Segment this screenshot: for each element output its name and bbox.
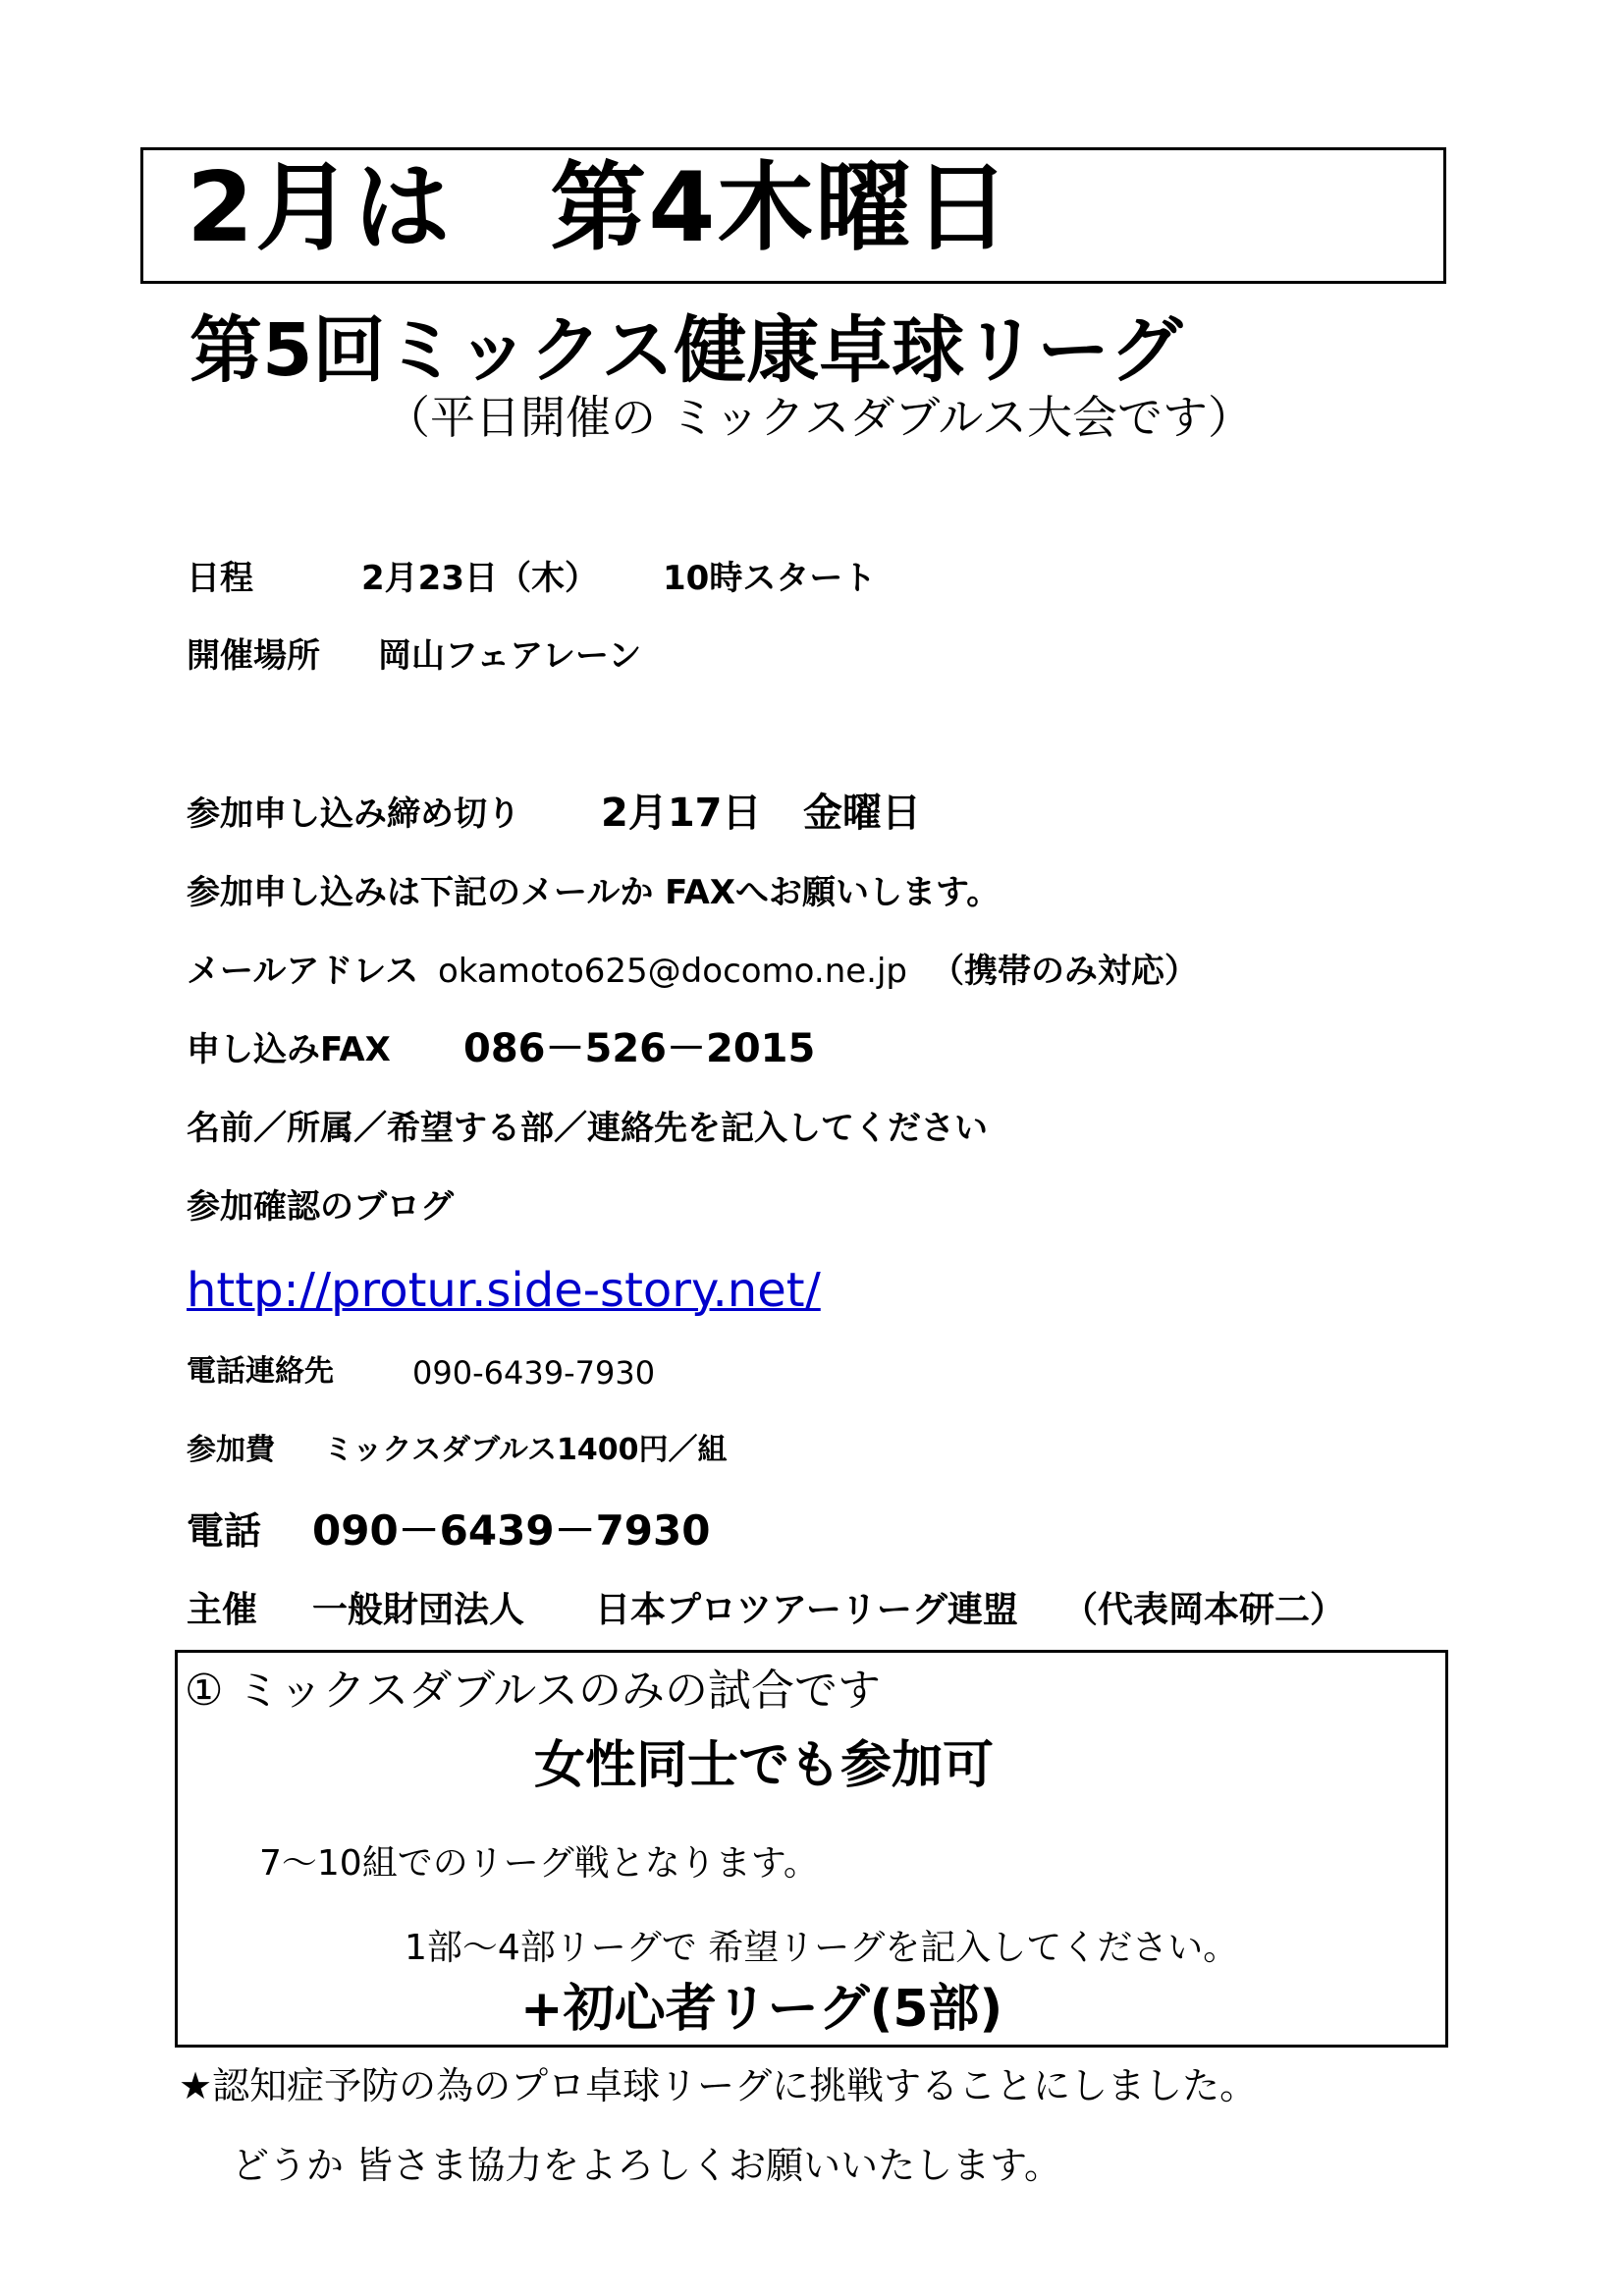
fax-value: 086－526－2015 [463,1026,816,1071]
fields-note: 名前／所属／希望する部／連絡先を記入してください [187,1109,988,1148]
fee-label: 参加費 [187,1433,275,1467]
blog-label: 参加確認のブログ [187,1187,454,1227]
organizer-label: 主催 [187,1590,258,1630]
phone-label: 電話 [187,1509,262,1553]
rules-line-4: 1部～4部リーグで 希望リーグを記入してください。 [405,1928,1239,1968]
rules-line-5: +初心者リーグ(5部) [520,1980,1003,2039]
venue-label: 開催場所 [187,636,320,676]
rules-line-2: 女性同士でも参加可 [534,1736,995,1795]
rules-line-3: 7～10組でのリーグ戦となります。 [259,1843,819,1884]
deadline-date: 2月17日 [601,791,762,836]
schedule-date: 2月23日（木） [361,559,598,598]
phone-value: 090－6439－7930 [312,1506,711,1555]
rules-line-1: ① ミックスダブルスのみの試合です [185,1666,882,1716]
deadline-label: 参加申し込み締め切り [187,794,520,834]
fee-value: ミックスダブルス1400円／組 [324,1433,728,1467]
phone-contact-label: 電話連絡先 [187,1354,334,1389]
deadline-day: 金曜日 [803,791,921,836]
fax-label: 申し込みFAX [187,1030,391,1069]
organizer-type: 一般財団法人 [312,1590,525,1630]
organizer-rep: （代表岡本研二） [1062,1590,1346,1630]
blog-link[interactable]: http://protur.side-story.net/ [187,1263,821,1318]
email-note: （携帯のみ対応） [931,952,1198,991]
venue-value: 岡山フェアレーン [378,636,642,676]
schedule-label: 日程 [187,559,253,598]
page-title: 第5回ミックス健康卓球リーグ [189,308,1183,393]
email-link[interactable]: okamoto625@docomo.ne.jp [438,952,907,991]
organizer-name: 日本プロツアーリーグ連盟 [595,1590,1018,1630]
email-label: メールアドレス [187,952,419,991]
schedule-time: 10時スタート [663,559,877,598]
page-subtitle: （平日開催の ミックスダブルス大会です） [385,391,1254,444]
footer-line-2: どうか 皆さま協力をよろしくお願いいたします。 [232,2144,1062,2187]
apply-note: 参加申し込みは下記のメールか FAXへお願いします。 [187,873,1001,912]
phone-contact-value: 090-6439-7930 [412,1354,656,1392]
footer-line-1: ★認知症予防の為のプロ卓球リーグに挑戦することにしました。 [179,2064,1258,2107]
header-text: 2月は 第4木曜日 [187,152,1012,264]
